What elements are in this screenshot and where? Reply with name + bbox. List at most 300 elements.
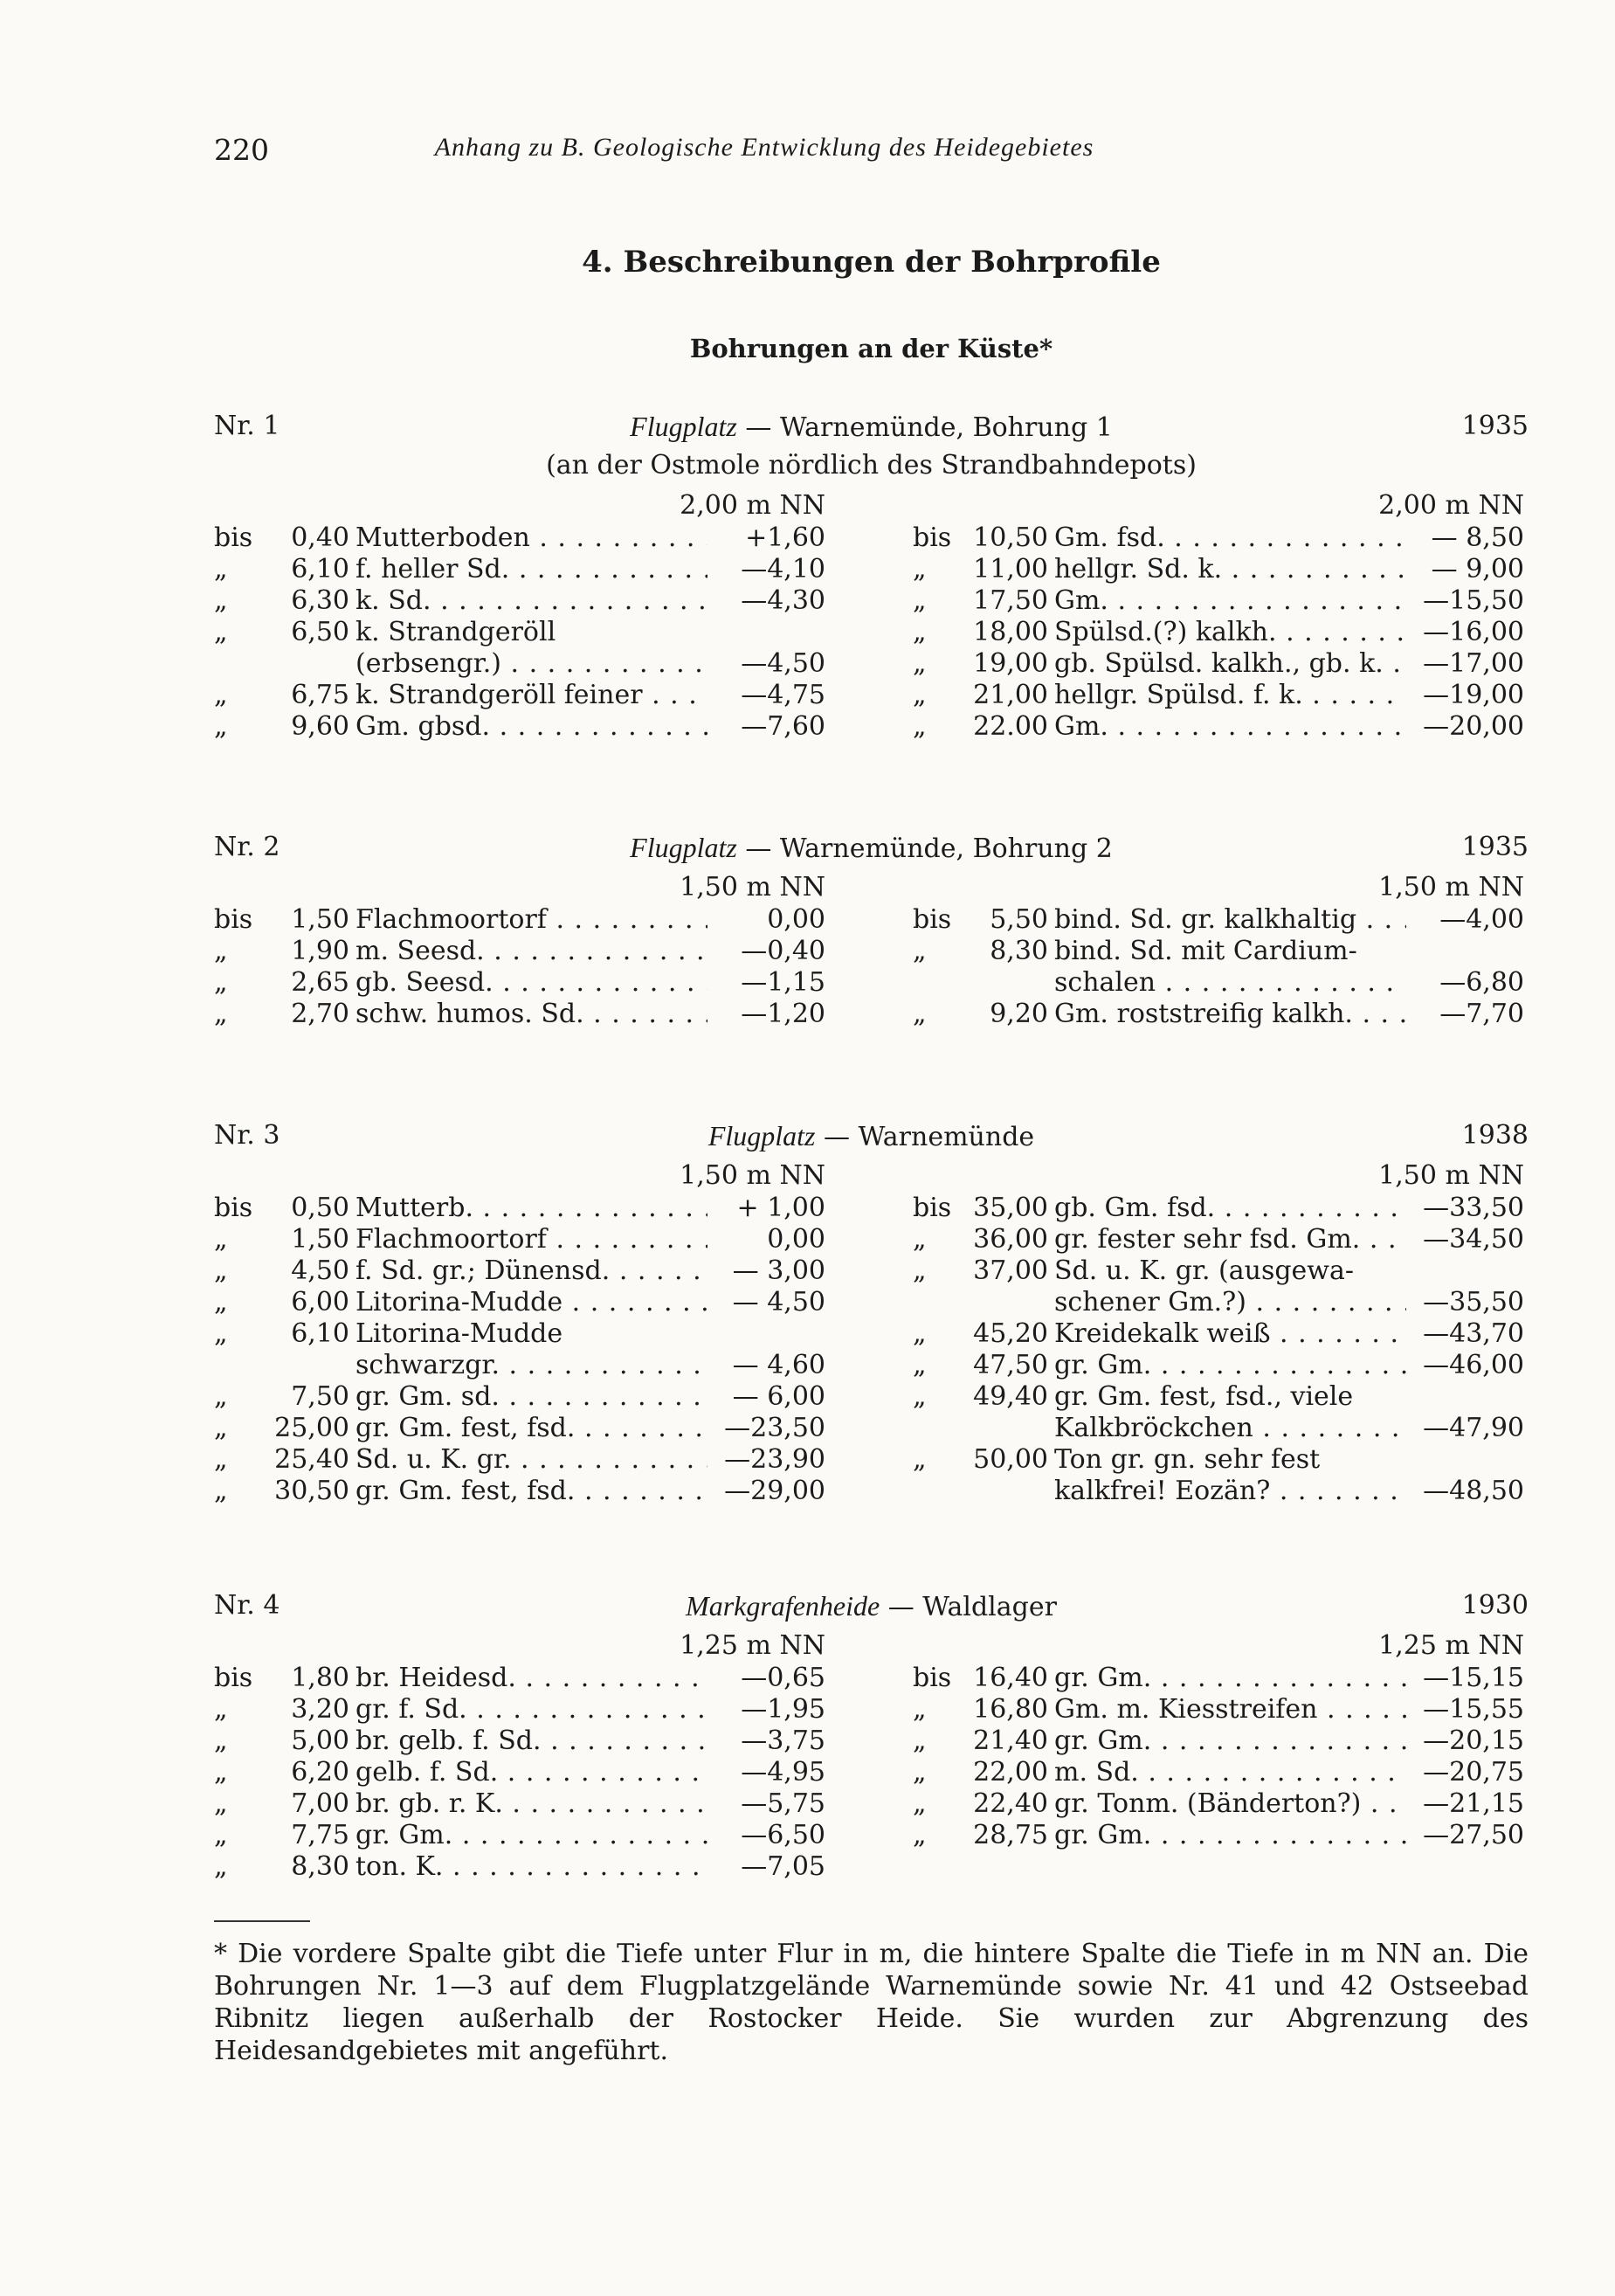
- layer-description: schw. humos. Sd. . . .: [355, 999, 707, 1030]
- layer-row: [214, 904, 825, 936]
- layer-depth: 9,60: [291, 711, 349, 742]
- layer-row: [913, 1350, 1524, 1381]
- profile-location: [214, 411, 1529, 443]
- layer-row: [913, 1444, 1524, 1476]
- boring-profile: [214, 411, 1529, 742]
- profile-location: [214, 832, 1529, 864]
- layer-nn-value: —15,50: [1423, 585, 1524, 616]
- layer-nn-value: — 8,50: [1431, 522, 1524, 553]
- layer-row: [214, 999, 825, 1030]
- layer-prefix: „: [913, 1725, 927, 1756]
- layer-depth: 35,00: [973, 1193, 1048, 1223]
- layer-prefix: „: [913, 648, 927, 679]
- layer-depth: 7,50: [291, 1381, 349, 1412]
- layer-nn-value: —1,15: [741, 967, 825, 998]
- layer-row: [214, 1287, 825, 1318]
- layer-row: [913, 904, 1524, 936]
- layer-row: [214, 554, 825, 585]
- layer-row: [913, 554, 1524, 585]
- layer-description: schwarzgr. . . .: [355, 1350, 707, 1381]
- layer-description: Kalkbröckchen . . .: [1054, 1413, 1406, 1444]
- layer-prefix: „: [913, 1788, 927, 1819]
- layer-nn-value: —7,70: [1439, 999, 1524, 1029]
- footnote-rule: [214, 1920, 310, 1922]
- layer-row: [214, 1444, 825, 1476]
- layer-depth: 7,75: [291, 1820, 349, 1850]
- layer-description: Litorina-Mudde . . .: [355, 1287, 707, 1318]
- layer-row: [214, 617, 825, 648]
- layer-row: [913, 1224, 1524, 1255]
- surface-height-nn: 2,00 m NN: [1378, 490, 1524, 521]
- layer-row: [214, 585, 825, 617]
- layer-row: [214, 648, 825, 680]
- boring-profile: [214, 1590, 1529, 1882]
- layer-depth: 25,40: [274, 1444, 349, 1475]
- layer-depth: 1,80: [291, 1663, 349, 1693]
- layer-depth: 37,00: [973, 1255, 1048, 1286]
- layer-prefix: „: [214, 1381, 228, 1412]
- layer-nn-value: —1,20: [741, 999, 825, 1029]
- layer-row: [214, 1725, 825, 1757]
- layer-prefix: „: [214, 1757, 228, 1788]
- profile-subtitle: (an der Ostmole nördlich des Strandbahndepots): [546, 450, 1197, 481]
- layer-row: [913, 1694, 1524, 1725]
- layer-description: Litorina-Mudde: [355, 1318, 563, 1349]
- layer-nn-value: —48,50: [1423, 1476, 1524, 1506]
- layer-description: gb. Seesd. . . .: [355, 967, 707, 999]
- layer-description: gr. Gm. fest, fsd. . . .: [355, 1476, 707, 1507]
- layer-nn-value: —7,60: [741, 711, 825, 742]
- layer-description: k. Strandgeröll: [355, 617, 556, 647]
- profile-location-rest: — Warnemünde, Bohrung 1: [736, 412, 1113, 443]
- profile-number: Nr. 1: [214, 411, 280, 441]
- layer-description: kalkfrei! Eozän? . . .: [1054, 1476, 1406, 1507]
- layer-nn-value: —43,70: [1423, 1318, 1524, 1349]
- layer-prefix: „: [214, 1444, 228, 1475]
- layer-nn-value: —5,75: [741, 1788, 825, 1819]
- layer-prefix: „: [913, 680, 927, 710]
- layer-nn-value: + 1,00: [736, 1193, 825, 1223]
- layer-nn-value: — 4,60: [732, 1350, 825, 1380]
- layer-row: [214, 680, 825, 711]
- layer-description: br. gb. r. K. . . .: [355, 1788, 707, 1820]
- layer-description: Mutterboden . . .: [355, 522, 707, 554]
- surface-height-nn: 1,25 m NN: [680, 1630, 825, 1661]
- layer-prefix: „: [913, 617, 927, 647]
- layer-row: [913, 1725, 1524, 1757]
- layer-row: [913, 1820, 1524, 1851]
- running-header: [214, 133, 1262, 176]
- layer-prefix: bis: [913, 904, 952, 935]
- layer-description: gb. Spülsd. kalkh., gb. k. . . .: [1054, 648, 1406, 680]
- layer-depth: 8,30: [291, 1851, 349, 1882]
- layer-nn-value: —4,10: [741, 554, 825, 584]
- layer-depth: 6,50: [291, 617, 349, 647]
- layer-description: Gm. fsd. . . .: [1054, 522, 1406, 554]
- layer-nn-value: —6,50: [741, 1820, 825, 1850]
- running-title: Anhang zu B. Geologische Entwicklung des Heidegebietes: [434, 133, 1094, 162]
- profile-header: [214, 411, 1529, 450]
- layer-prefix: bis: [214, 1663, 253, 1693]
- layer-description: Flachmoortorf . . .: [355, 904, 707, 936]
- layer-row: [214, 1788, 825, 1820]
- layer-prefix: „: [214, 936, 228, 966]
- layer-row: [913, 967, 1524, 999]
- layer-nn-value: 0,00: [767, 904, 825, 935]
- layer-depth: 8,30: [990, 936, 1048, 966]
- layer-prefix: „: [214, 1820, 228, 1850]
- layer-nn-value: —47,90: [1423, 1413, 1524, 1443]
- layer-description: Mutterb. . . .: [355, 1193, 707, 1224]
- layer-nn-value: —7,05: [741, 1851, 825, 1882]
- layer-row: [913, 1381, 1524, 1413]
- surface-height-nn: 1,50 m NN: [1378, 872, 1524, 902]
- layer-depth: 30,50: [274, 1476, 349, 1506]
- layer-depth: 6,20: [291, 1757, 349, 1788]
- layer-description: br. gelb. f. Sd. . . .: [355, 1725, 707, 1757]
- layer-row: [214, 967, 825, 999]
- layer-prefix: „: [913, 1318, 927, 1349]
- profile-header: [214, 832, 1529, 871]
- layer-description: gr. Gm. fest, fsd., viele: [1054, 1381, 1354, 1412]
- layer-depth: 1,50: [291, 1224, 349, 1255]
- profile-location: [214, 1590, 1529, 1622]
- layer-depth: 22.00: [973, 711, 1048, 742]
- layer-row: [913, 1193, 1524, 1224]
- layer-nn-value: —33,50: [1423, 1193, 1524, 1223]
- layer-description: gr. Gm. . . .: [355, 1820, 707, 1851]
- layer-prefix: „: [214, 1725, 228, 1756]
- layer-row: [214, 1193, 825, 1224]
- layer-depth: 50,00: [973, 1444, 1048, 1475]
- layer-description: Sd. u. K. gr. . . .: [355, 1444, 707, 1476]
- layer-description: Kreidekalk weiß . . .: [1054, 1318, 1406, 1350]
- profile-column-left: [214, 871, 825, 1030]
- layer-nn-value: —4,75: [741, 680, 825, 710]
- layer-nn-value: —19,00: [1423, 680, 1524, 710]
- layer-depth: 36,00: [973, 1224, 1048, 1255]
- layer-prefix: „: [913, 1694, 927, 1725]
- layer-description: hellgr. Sd. k. . . .: [1054, 554, 1406, 585]
- layer-depth: 6,00: [291, 1287, 349, 1317]
- layer-description: m. Sd. . . .: [1054, 1757, 1406, 1788]
- layer-description: gelb. f. Sd. . . .: [355, 1757, 707, 1788]
- layer-row: [913, 522, 1524, 554]
- layer-nn-value: —20,15: [1423, 1725, 1524, 1756]
- profile-place: Flugplatz: [630, 411, 737, 442]
- layer-row: [214, 1820, 825, 1851]
- layer-row: [214, 1663, 825, 1694]
- layer-nn-value: 0,00: [767, 1224, 825, 1255]
- layer-nn-value: —21,15: [1423, 1788, 1524, 1819]
- layer-prefix: „: [214, 1788, 228, 1819]
- layer-depth: 6,30: [291, 585, 349, 616]
- layer-row: [214, 1318, 825, 1350]
- profile-location: [214, 1120, 1529, 1152]
- surface-height-nn: 1,50 m NN: [680, 1160, 825, 1191]
- layer-row: [913, 1255, 1524, 1287]
- layer-depth: 2,70: [291, 999, 349, 1029]
- profile-column-left: [214, 489, 825, 743]
- profile-location-rest: — Warnemünde, Bohrung 2: [736, 833, 1113, 864]
- layer-row: [214, 1476, 825, 1507]
- layer-description: gr. fester sehr fsd. Gm. . . .: [1054, 1224, 1406, 1255]
- layer-description: Gm. m. Kiesstreifen . . .: [1054, 1694, 1406, 1725]
- layer-prefix: „: [214, 1851, 228, 1882]
- profile-column-right: [913, 1629, 1524, 1851]
- layer-nn-value: —0,65: [741, 1663, 825, 1693]
- layer-description: Gm. gbsd. . . .: [355, 711, 707, 743]
- profile-column-left: [214, 1159, 825, 1507]
- layer-depth: 17,50: [973, 585, 1048, 616]
- layer-nn-value: — 3,00: [732, 1255, 825, 1286]
- layer-row: [913, 680, 1524, 711]
- profile-column-right: [913, 871, 1524, 1030]
- profile-location-rest: — Waldlager: [880, 1592, 1057, 1622]
- layer-description: gr. Gm. . . .: [1054, 1820, 1406, 1851]
- layer-prefix: bis: [913, 1663, 952, 1693]
- layer-nn-value: +1,60: [745, 522, 825, 553]
- layer-prefix: „: [913, 1224, 927, 1255]
- layer-nn-value: —4,30: [741, 585, 825, 616]
- section-title: 4. Beschreibungen der Bohrprofile: [582, 245, 1161, 280]
- layer-depth: 22,40: [973, 1788, 1048, 1819]
- layer-nn-value: —15,15: [1423, 1663, 1524, 1693]
- layer-description: gr. Gm. . . .: [1054, 1350, 1406, 1381]
- layer-description: Spülsd.(?) kalkh. . . .: [1054, 617, 1406, 648]
- layer-row: [913, 1788, 1524, 1820]
- layer-depth: 49,40: [973, 1381, 1048, 1412]
- boring-profile: [214, 1120, 1529, 1506]
- layer-nn-value: —4,95: [741, 1757, 825, 1788]
- layer-nn-value: —4,50: [741, 648, 825, 679]
- layer-row: [214, 1350, 825, 1381]
- layer-description: gr. Gm. . . .: [1054, 1725, 1406, 1757]
- layer-prefix: „: [913, 936, 927, 966]
- profile-number: Nr. 2: [214, 832, 280, 862]
- layer-nn-value: —35,50: [1423, 1287, 1524, 1317]
- layer-prefix: bis: [913, 1193, 952, 1223]
- profile-place: Flugplatz: [707, 1120, 816, 1151]
- layer-nn-value: —4,00: [1439, 904, 1524, 935]
- profile-year: 1935: [1461, 832, 1529, 862]
- layer-depth: 2,65: [291, 967, 349, 998]
- layer-nn-value: — 6,00: [732, 1381, 825, 1412]
- layer-nn-value: —34,50: [1423, 1224, 1524, 1255]
- layer-depth: 16,80: [973, 1694, 1048, 1725]
- layer-prefix: „: [214, 967, 228, 998]
- layer-row: [214, 936, 825, 967]
- layer-row: [913, 1757, 1524, 1788]
- layer-description: gr. Gm. sd. . . .: [355, 1381, 707, 1413]
- profile-number: Nr. 4: [214, 1590, 280, 1621]
- layer-row: [913, 1476, 1524, 1507]
- layer-description: ton. K. . . .: [355, 1851, 707, 1883]
- layer-description: br. Heidesd. . . .: [355, 1663, 707, 1694]
- layer-depth: 11,00: [973, 554, 1048, 584]
- profile-header: [214, 1590, 1529, 1629]
- layer-row: [913, 617, 1524, 648]
- layer-description: Gm. . . .: [1054, 711, 1406, 743]
- layer-prefix: bis: [214, 904, 253, 935]
- layer-nn-value: —20,75: [1423, 1757, 1524, 1788]
- layer-prefix: „: [214, 1318, 228, 1349]
- layer-nn-value: —3,75: [741, 1725, 825, 1756]
- subsection-title: Bohrungen an der Küste*: [689, 334, 1053, 363]
- layer-prefix: „: [214, 1224, 228, 1255]
- layer-description: schalen . . .: [1054, 967, 1406, 999]
- layer-prefix: „: [214, 711, 228, 742]
- layer-prefix: bis: [214, 1193, 253, 1223]
- profile-place: Markgrafenheide: [686, 1590, 880, 1622]
- layer-depth: 22,00: [973, 1757, 1048, 1788]
- layer-nn-value: —27,50: [1423, 1820, 1524, 1850]
- layer-row: [913, 1663, 1524, 1694]
- layer-prefix: „: [913, 1381, 927, 1412]
- surface-height-nn: 2,00 m NN: [680, 490, 825, 521]
- layer-depth: 9,20: [990, 999, 1048, 1029]
- profile-place: Flugplatz: [630, 832, 737, 863]
- layer-nn-value: —20,00: [1423, 711, 1524, 742]
- layer-nn-value: —17,00: [1423, 648, 1524, 679]
- layer-prefix: „: [214, 617, 228, 647]
- layer-description: Gm. . . .: [1054, 585, 1406, 617]
- layer-prefix: „: [214, 1476, 228, 1506]
- layer-prefix: „: [214, 999, 228, 1029]
- layer-depth: 18,00: [973, 617, 1048, 647]
- layer-description: (erbsengr.) . . .: [355, 648, 707, 680]
- layer-description: Sd. u. K. gr. (ausgewa-: [1054, 1255, 1354, 1286]
- layer-description: f. heller Sd. . . .: [355, 554, 707, 585]
- layer-depth: 7,00: [291, 1788, 349, 1819]
- layer-row: [913, 585, 1524, 617]
- layer-depth: 21,40: [973, 1725, 1048, 1756]
- layer-row: [913, 1318, 1524, 1350]
- layer-row: [913, 999, 1524, 1030]
- layer-nn-value: —1,95: [741, 1694, 825, 1725]
- layer-depth: 1,50: [291, 904, 349, 935]
- layer-description: gr. Gm. fest, fsd. . . .: [355, 1413, 707, 1444]
- profile-column-right: [913, 1159, 1524, 1507]
- layer-prefix: „: [913, 1350, 927, 1380]
- layer-row: [214, 1694, 825, 1725]
- layer-depth: 47,50: [973, 1350, 1048, 1380]
- layer-description: gr. f. Sd. . . .: [355, 1694, 707, 1725]
- footnote: * Die vordere Spalte gibt die Tiefe unter Flur in m, die hintere Spalte die Tiefe in m NN an. Die Bohrungen Nr. 1—3 auf dem Flugplatzgelände Warnemünde sowie Nr. 41 und 42 Ostseebad Ribnitz liegen außerhalb der Rostocker Heide. Sie wurden zur Abgrenzung des Heidesandgebietes mit angeführt.: [214, 1939, 1529, 2066]
- layer-description: schener Gm.?) . . .: [1054, 1287, 1406, 1318]
- profile-number: Nr. 3: [214, 1120, 280, 1151]
- layer-nn-value: —23,50: [724, 1413, 825, 1443]
- profile-year: 1938: [1461, 1120, 1529, 1151]
- surface-height-nn: 1,50 m NN: [1378, 1160, 1524, 1191]
- layer-prefix: „: [913, 554, 927, 584]
- layer-nn-value: —29,00: [724, 1476, 825, 1506]
- layer-depth: 19,00: [973, 648, 1048, 679]
- layer-nn-value: — 9,00: [1431, 554, 1524, 584]
- layer-depth: 6,75: [291, 680, 349, 710]
- layer-nn-value: —15,55: [1423, 1694, 1524, 1725]
- layer-depth: 10,50: [973, 522, 1048, 553]
- layer-depth: 5,00: [291, 1725, 349, 1756]
- layer-nn-value: —0,40: [741, 936, 825, 966]
- layer-row: [214, 522, 825, 554]
- layer-nn-value: —23,90: [724, 1444, 825, 1475]
- layer-description: gb. Gm. fsd. . . .: [1054, 1193, 1406, 1224]
- layer-prefix: „: [214, 1413, 228, 1443]
- layer-depth: 3,20: [291, 1694, 349, 1725]
- layer-depth: 6,10: [291, 554, 349, 584]
- layer-prefix: „: [913, 711, 927, 742]
- layer-nn-value: —46,00: [1423, 1350, 1524, 1380]
- layer-description: Flachmoortorf . . .: [355, 1224, 707, 1255]
- layer-description: m. Seesd. . . .: [355, 936, 707, 967]
- layer-depth: 4,50: [291, 1255, 349, 1286]
- layer-description: k. Strandgeröll feiner . . .: [355, 680, 707, 711]
- layer-row: [214, 1851, 825, 1883]
- layer-nn-value: — 4,50: [732, 1287, 825, 1317]
- layer-row: [214, 1757, 825, 1788]
- boring-profile: [214, 832, 1529, 1029]
- layer-row: [913, 648, 1524, 680]
- layer-depth: 25,00: [274, 1413, 349, 1443]
- layer-row: [913, 1413, 1524, 1444]
- layer-description: bind. Sd. mit Cardium-: [1054, 936, 1357, 966]
- layer-prefix: „: [214, 1287, 228, 1317]
- surface-height-nn: 1,50 m NN: [680, 872, 825, 902]
- layer-depth: 0,50: [291, 1193, 349, 1223]
- layer-description: Gm. roststreifig kalkh. . . .: [1054, 999, 1406, 1030]
- layer-row: [913, 936, 1524, 967]
- layer-row: [214, 1224, 825, 1255]
- layer-prefix: „: [214, 554, 228, 584]
- layer-prefix: bis: [214, 522, 253, 553]
- layer-prefix: „: [214, 585, 228, 616]
- layer-prefix: „: [913, 1255, 927, 1286]
- layer-prefix: „: [913, 1820, 927, 1850]
- layer-depth: 5,50: [990, 904, 1048, 935]
- layer-depth: 6,10: [291, 1318, 349, 1349]
- layer-row: [913, 711, 1524, 743]
- layer-description: k. Sd. . . .: [355, 585, 707, 617]
- layer-depth: 28,75: [973, 1820, 1048, 1850]
- layer-nn-value: —16,00: [1423, 617, 1524, 647]
- layer-row: [913, 1287, 1524, 1318]
- layer-description: bind. Sd. gr. kalkhaltig . . .: [1054, 904, 1406, 936]
- layer-prefix: „: [214, 680, 228, 710]
- layer-depth: 45,20: [973, 1318, 1048, 1349]
- profile-column-right: [913, 489, 1524, 743]
- profile-column-left: [214, 1629, 825, 1883]
- layer-prefix: „: [214, 1255, 228, 1286]
- layer-prefix: „: [913, 1757, 927, 1788]
- layer-depth: 16,40: [973, 1663, 1048, 1693]
- layer-prefix: „: [913, 999, 927, 1029]
- layer-depth: 21,00: [973, 680, 1048, 710]
- layer-prefix: „: [913, 585, 927, 616]
- profile-header: [214, 1120, 1529, 1159]
- layer-description: gr. Gm. . . .: [1054, 1663, 1406, 1694]
- surface-height-nn: 1,25 m NN: [1378, 1630, 1524, 1661]
- layer-prefix: „: [913, 1444, 927, 1475]
- layer-depth: 0,40: [291, 522, 349, 553]
- profile-year: 1930: [1461, 1590, 1529, 1621]
- layer-description: f. Sd. gr.; Dünensd. . . .: [355, 1255, 707, 1287]
- layer-description: hellgr. Spülsd. f. k. . . .: [1054, 680, 1406, 711]
- profile-location-rest: — Warnemünde: [815, 1122, 1035, 1152]
- layer-description: Ton gr. gn. sehr fest: [1054, 1444, 1321, 1475]
- page-number: 220: [214, 133, 269, 167]
- layer-row: [214, 1413, 825, 1444]
